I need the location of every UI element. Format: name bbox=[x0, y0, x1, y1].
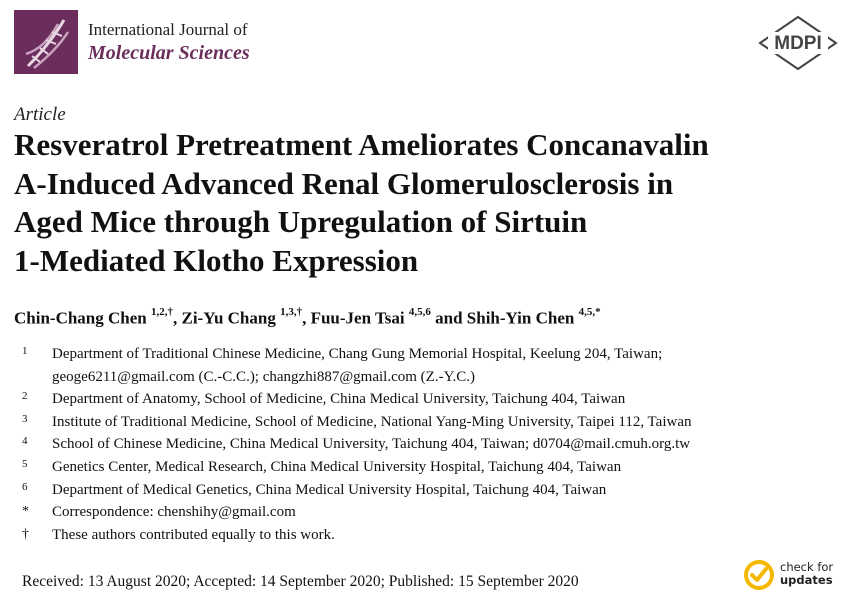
dna-helix-icon bbox=[14, 10, 78, 74]
check-updates-icon bbox=[742, 558, 776, 592]
dagger-mark: † bbox=[22, 526, 29, 542]
author-separator: and bbox=[430, 308, 467, 328]
author-name[interactable]: Fuu-Jen Tsai bbox=[310, 308, 405, 328]
affiliation-number: 4 bbox=[22, 435, 28, 448]
author-affiliation-marks: 4,5,6 bbox=[408, 306, 431, 318]
affiliation-item bbox=[22, 343, 842, 388]
author-name[interactable]: Chin-Chang Chen bbox=[14, 308, 147, 328]
journal-name-line1: International Journal of bbox=[88, 20, 248, 39]
title-line: Resveratrol Pretreatment Ameliorates Concanavalin bbox=[14, 127, 709, 162]
check-updates-line1: check for bbox=[780, 560, 834, 574]
affiliation-number: 6 bbox=[22, 480, 28, 493]
publication-dates: Received: 13 August 2020; Accepted: 14 September 2020; Published: 15 September 2020 bbox=[22, 573, 579, 590]
affiliation-number: 3 bbox=[22, 412, 28, 425]
mdpi-logo-text: MDPI bbox=[774, 33, 822, 54]
affiliation-emails[interactable]: geoge6211@gmail.com (C.-C.C.); changzhi887@gmail.com (Z.-Y.C.) bbox=[52, 368, 475, 385]
author-name[interactable]: Zi-Yu Chang bbox=[181, 308, 276, 328]
affiliation-number: 5 bbox=[22, 457, 28, 470]
affiliation-text: Department of Anatomy, School of Medicine, China Medical University, Taichung 404, Taiwan bbox=[52, 391, 626, 408]
title-line: Aged Mice through Upregulation of Sirtuin bbox=[14, 204, 588, 239]
author-separator: , bbox=[302, 308, 311, 328]
correspondence-mark: * bbox=[22, 504, 29, 520]
author-separator: , bbox=[173, 308, 182, 328]
affiliations-list bbox=[22, 343, 842, 546]
check-for-updates-button[interactable] bbox=[742, 558, 842, 592]
affiliation-text: Institute of Traditional Medicine, School of Medicine, National Yang-Ming University, Taipei 112, Taiwan bbox=[52, 413, 692, 430]
journal-name-line2: Molecular Sciences bbox=[88, 42, 250, 64]
affiliation-item bbox=[22, 456, 842, 479]
equal-contribution-note bbox=[22, 524, 842, 547]
affiliation-text: Department of Medical Genetics, China Medical University Hospital, Taichung 404, Taiwan bbox=[52, 481, 607, 498]
affiliation-number: 1 bbox=[22, 345, 28, 357]
author-affiliation-marks: 4,5,* bbox=[578, 306, 601, 318]
author-name[interactable]: Shih-Yin Chen bbox=[466, 308, 575, 328]
affiliation-text: Department of Traditional Chinese Medicine, Chang Gung Memorial Hospital, Keelung 204, Taiwan; bbox=[52, 346, 663, 362]
affiliation-item bbox=[22, 433, 842, 456]
affiliation-text: School of Chinese Medicine, China Medical University, Taichung 404, Taiwan; d0704@mail.cmuh.org.tw bbox=[52, 436, 691, 453]
article-type: Article bbox=[14, 104, 66, 125]
journal-name bbox=[88, 20, 250, 66]
check-updates-label bbox=[780, 561, 833, 587]
author-affiliation-marks: 1,2,† bbox=[151, 306, 173, 318]
affiliation-text: Genetics Center, Medical Research, China Medical University Hospital, Taichung 404, Taiwan bbox=[52, 458, 622, 475]
affiliation-item bbox=[22, 479, 842, 502]
title-line: A-Induced Advanced Renal Glomerulosclerosis in bbox=[14, 165, 674, 201]
affiliation-item bbox=[22, 411, 842, 434]
author-list bbox=[14, 308, 601, 329]
check-updates-line2: updates bbox=[780, 573, 833, 587]
author-affiliation-marks: 1,3,† bbox=[280, 306, 303, 318]
title-line: 1-Mediated Klotho Expression bbox=[14, 242, 419, 278]
article-title bbox=[14, 126, 844, 280]
correspondence-text[interactable]: Correspondence: chenshihy@gmail.com bbox=[52, 504, 296, 521]
correspondence-item bbox=[22, 501, 842, 524]
affiliation-number: 2 bbox=[22, 390, 28, 403]
mdpi-logo bbox=[756, 14, 840, 72]
equal-contribution-text: These authors contributed equally to this work. bbox=[52, 526, 335, 543]
journal-logo bbox=[14, 10, 78, 74]
affiliation-item bbox=[22, 388, 842, 411]
